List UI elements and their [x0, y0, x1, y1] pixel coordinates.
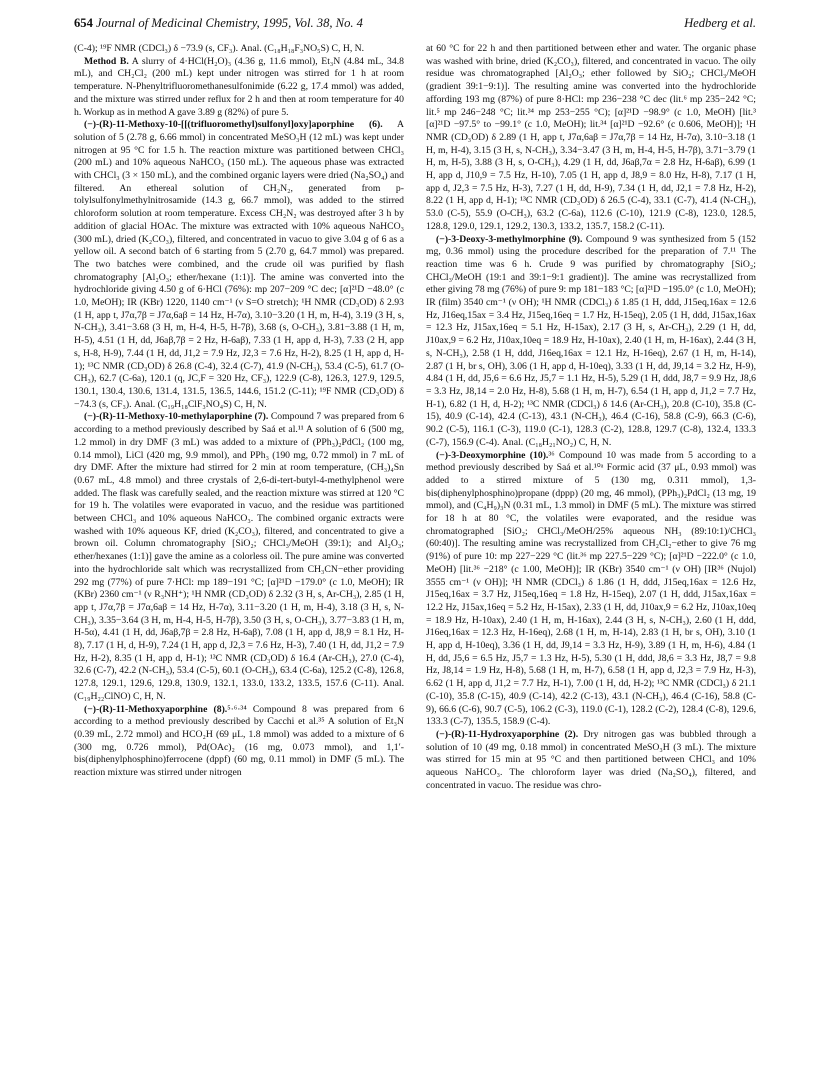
section-title: (−)-(R)-11-Hydroxyaporphine (2).	[436, 728, 579, 740]
paragraph-compound-7	[74, 411, 404, 703]
section-title: (−)-3-Deoxymorphine (10).	[436, 449, 549, 461]
section-body: ⁵·⁶·³⁴ Compound 8 was prepared from 6 according to a method previously described by Cacchi et al.³⁵ A solution of Et₃N (0.39 mL, 2.72 mmol) and HCO₂H (69 μL, 1.8 mmol) was added to a mixture of 6 (300 mg, 0.726 mmol), Pd(OAc)₂ (16 mg, 0.073 mmol), and 1,1′-bis(diphenylphosphino)ferrocene (dppf) (60 mg, 0.11 mmol) in DMF (5 mL). The reaction mixture was stirred under nitrogen	[74, 703, 404, 779]
section-title: (−)-(R)-11-Methoxy-10-methylaporphine (7).	[84, 411, 269, 423]
section-title: (−)-3-Deoxy-3-methylmorphine (9).	[436, 233, 583, 245]
section-body: ³⁶ Compound 10 was made from 5 according to a method previously described by Saá et al.¹⁰ᵃ Formic acid (37 μL, 0.93 mmol) was added to a stirred mixture of 5 (130 mg, 0.311 mmol), 1,3-bis(diphenylphosphino)propane (dppp) (20 mg, 46 mmol), (PPh₃)₂PdCl₂ (13 mg, 19 mmol), and (C₄H₉)₃N (0.31 mL, 1.3 mmol) in DMF (5 mL). The mixture was stirred for 18 h at 80 °C, the volatiles were evaporated, and the residue was chromatographed [SiO₂; CHCl₃/MeOH/25% aqueous NH₃ (89:10:1)/CHCl₃ (60:40)]. The resulting amine was recrystallized from CH₂Cl₂−ether to give 76 mg (91%) of pure 10: mp 227−229 °C (lit.³⁶ mp 227.5−229 °C); [α]²¹D −222.0° (c 1.0, MeOH) [lit.³⁶ −218° (c 1.00, MeOH)]; IR (KBr) 3540 cm⁻¹ (ν OH) [IR³⁶ (Nujol) 3555 cm⁻¹ (ν OH)]; ¹H NMR (CDCl₃) δ 1.86 (1 H, ddd, J15eq,16ax = 12.6 Hz, J15eq,16ax = 3.7 Hz, J15eq,16eq = 1.8 Hz, H-15eq), 2.07 (1 H, ddd, J15ax,16ax = 12.2 Hz, J15ax,16eq = 5.2 Hz, H-15ax), 2.33 (1 H, dd, J10ax,9 = 6.2 Hz, J10ax,10eq = 18.9 Hz, H-10ax), 2.40 (1 H, m, H-16ax), 2.44 (3 H, s, N-CH₃), 2.60 (1 H, ddd, J16eq,16ax = 12.3 Hz, H-16eq), 2.68 (1 H, m, H-14), 2.83 (1 H, br s, OH), 3.10 (1 H, app d, H-10eq), 3.36 (1 H, dd, J9,14 = 3.3 Hz, H-9), 3.89 (1 H, m, H-6), 4.84 (1 H, dd, J5,6 = 6.5 Hz, J5,7 = 1.3 Hz, H-5), 5.30 (1 H, ddd, J8,6 = 3.3 Hz, J8,7 = 9.8 Hz, J8,14 = 1.9 Hz, H-8), 5.68 (1 H, m, H-7), 6.58 (1 H, app d, J2,3 = 7.9 Hz, H-3), 6.62 (1 H, app d, J1,2 = 7.7 Hz, H-1), 7.00 (1 H, dd, H-2); ¹³C NMR (CDCl₃) δ 21.1 (C-10), 35.8 (C-15), 40.9 (C-14), 42.2 (C-13), 43.1 (N-CH₃), 46.4 (C-16), 58.8 (C-9), 66.6 (C-6), 90.7 (C-5), 106.2 (C-3), 119.0 (C-1), 128.2 (C-2), 128.4 (C-8), 129.6, 133.3 (C-7), 135.5, 158.9 (C-4).	[426, 449, 756, 728]
left-column	[74, 43, 404, 780]
section-title: (−)-(R)-11-Methoxyaporphine (8).	[84, 703, 228, 715]
section-title: (−)-(R)-11-Methoxy-10-[[(trifluoromethyl)sulfonyl]oxy]aporphine (6).	[84, 119, 383, 131]
page-number: 654	[74, 16, 93, 30]
paragraph-continuation: at 60 °C for 22 h and then partitioned between ether and water. The organic phase was washed with brine, dried (K₂CO₃), filtered, and concentrated in vacuo. The oily residue was chromatographed [Al₂O₃; ether followed by SiO₂; CHCl₃/MeOH (gradient 39:1−9:1)]. The resulting amine was converted into the hydrochloride affording 193 mg (87%) of pure 8·HCl: mp 236−238 °C dec (lit.⁶ mp 235−242 °C; lit.⁵ mp 246−248 °C; lit.³⁴ mp 253−255 °C); [α]²¹D −98.9° (c 1.0, MeOH) [lit.³ [α]²¹D −97.5° to −99.1° (c 1.0, MeOH); lit.³⁴ [α]²¹D −92.6° (c 0.606, MeOH)]; ¹H NMR (CD₃OD) δ 2.89 (1 H, app t, J7α,6aβ = J7α,7β = 14 Hz, H-7α), 3.10−3.18 (1 H, m, H-4), 3.15 (3 H, s, N-CH₃), 3.34−3.47 (3 H, m, H-4, H-5, H-7β), 3.71−3.79 (1 H, m, H-5), 3.88 (3 H, s, O-CH₃), 4.29 (1 H, dd, J6aβ,7α = 2.8 Hz, H-6aβ), 6.99 (1 H, app d, J10,9 = 7.5 Hz, H-10), 7.05 (1 H, app d, J8,9 = 8.0 Hz, H-8), 7.17 (1 H, app d, J2,3 = 7.5 Hz, H-3), 7.27 (1 H, dd, H-9), 7.34 (1 H, dd, J2,1 = 7.8 Hz, H-2), 8.22 (1 H, app d, H-1); ¹³C NMR (CD₃OD) δ 26.5 (C-4), 33.1 (C-7), 41.4 (N-CH₃), 53.0 (C-5), 55.9 (O-CH₃), 63.2 (C-6a), 112.6 (C-10), 121.9 (C-8), 123.0, 128.5, 128.8, 129.0, 129.1, 129.2, 130.3, 133.2, 135.7, 158.2 (C-11).	[426, 43, 756, 232]
right-column	[426, 43, 756, 792]
paragraph-method-b	[74, 56, 404, 120]
section-body: A slurry of 4·HCl(H₂O)₃ (4.36 g, 11.6 mmol), Et₃N (4.84 mL, 34.8 mL), and CH₂Cl₂ (200 mL) kept under nitrogen was stirred for 1 h at room temperature. N-Phenyltrifluoromethanesulfonimide (6.22 g, 17.4 mmol) was added, and the mixture was stirred under reflux for 2 h and then at room temperature for 40 h. Workup as in method A gave 3.89 g (82%) of pure 5.	[74, 55, 405, 118]
paragraph-compound-9	[426, 234, 756, 450]
section-body: Compound 7 was prepared from 6 according to a method previously described by Saá et al.¹¹ A solution of 6 (500 mg, 1.2 mmol) in dry DMF (3 mL) was added to a mixture of (PPh₃)₂PdCl₂ (100 mg, 0.14 mmol), LiCl (420 mg, 9.9 mmol), and PPh₃ (190 mg, 0.72 mmol) in 7 mL of dry DMF. After the mixture had stirred for 2 min at room temperature, (CH₃)₄Sn (0.67 mL, 4.8 mmol) and three crystals of 2,6-di-tert-butyl-4-methylphenol were added. The flask was carefully sealed, and the reaction mixture was stirred at 120 °C for 19 h. The volatiles were evaporated in vacuo, and the residue was partitioned between CHCl₃ and 10% aqueous NaHCO₃. The combined organic extracts were washed with 10% aqueous KF, dried (K₂CO₃), filtered, and concentrated to give a brown oil. Column chromatography [SiO₂; CHCl₃/MeOH (39:1); and Al₂O₃; ether/hexanes (1:1)] gave the amine as a colorless oil. The pure amine was converted into the hydrochloride salt which was recrystallized from CH₃CN−ether providing 292 mg (77%) of pure 7·HCl: mp 189−191 °C; [α]²¹D −179.0° (c 1.0, MeOH); IR (KBr) 2360 cm⁻¹ (ν R₃NH⁺); ¹H NMR (CD₃OD) δ 2.32 (3 H, s, Ar-CH₃), 2.85 (1 H, app t, J7α,7β = J7α,6aβ = 14 Hz, H-7α), 3.11−3.20 (1 H, m, H-4), 3.18 (3 H, s, N-CH₃), 3.35−3.64 (3 H, m, H-4, H-5, H-7β), 3.50 (3 H, s, O-CH₃), 3.77−3.83 (1 H, m, H-5α), 4.41 (1 H, dd, J6aβ,7β = 2.8 Hz, H-6aβ), 7.08 (1 H, app d, J8,9 = 8.1 Hz, H-8), 7.17 (1 H, d, H-9), 7.24 (1 H, app d, J2,3 = 7.6 Hz, H-3), 7.40 (1 H, dd, J1,2 = 7.9 Hz, H-2), 8.35 (1 H, app d, H-1); ¹³C NMR (CD₃OD) δ 16.4 (Ar-CH₃), 27.0 (C-4), 32.6 (C-7), 42.2 (N-CH₃), 53.4 (C-5), 60.1 (O-CH₃), 63.4 (C-6a), 125.2 (C-8), 126.8, 127.8, 129.1, 129.6, 129.8, 130.9, 132.1, 133.0, 133.2, 133.5, 157.6 (C-11). Anal. (C₁₉H₂₂ClNO) C, H, N.	[74, 411, 404, 702]
journal-name: Journal of Medicinal Chemistry,	[96, 16, 260, 30]
journal-volume: 1995, Vol. 38, No. 4	[262, 16, 363, 30]
paragraph-compound-2	[426, 729, 756, 793]
section-body: Compound 9 was synthesized from 5 (152 mg, 0.36 mmol) using the procedure described for the preparation of 7.¹¹ The reaction time was 6 h. Crude 9 was purified by chromatography [SiO₂; CHCl₃/MeOH (19:1 and 39:1−9:1 gradient)]. The amine was recrystallized from ether giving 78 mg (76%) of pure 9: mp 181−183 °C; [α]²¹D −195.0° (c 1.0, MeOH); IR (film) 3540 cm⁻¹ (ν OH); ¹H NMR (CDCl₃) δ 1.85 (1 H, ddd, J15eq,16ax = 12.6 Hz, J16eq,15ax = 3.4 Hz, J15eq,16eq = 1.7 Hz, H-15eq), 2.05 (1 H, ddd, J15ax,16ax = 12.3 Hz, J15ax,16eq = 5.1 Hz, H-15ax), 2.17 (3 H, s, Ar-CH₃), 2.29 (1 H, dd, J10ax,9 = 6.2 Hz, J10ax,10eq = 18.9 Hz, H-10ax), 2.40 (1 H, m, H-16ax), 2.44 (3 H, s, N-CH₃), 2.58 (1 H, ddd, J16eq,16ax = 12.1 Hz, H-16eq), 2.67 (1 H, m, H-14), 2.87 (1 H, br s, OH), 3.06 (1 H, app d, H-10eq), 3.33 (1 H, dd, J9,14 = 3.2 Hz, H-9), 4.84 (1 H, dd, J5,6 = 6.6 Hz, J5,7 = 1.1 Hz, H-5), 5.29 (1 H, ddd, J8,7 = 9.9 Hz, J8,6 = 3.3 Hz, J8,14 = 2.0 Hz, H-8), 5.68 (1 H, m, H-7), 6.54 (1 H, app d, J1,2 = 7.7 Hz, H-1), 6.82 (1 H, d, H-2); ¹³C NMR (CDCl₃) δ 14.6 (Ar-CH₃), 20.8 (C-10), 35.8 (C-15), 40.9 (C-14), 42.4 (C-13), 43.1 (N-CH₃), 46.4 (C-16), 58.8 (C-9), 66.3 (C-6), 90.2 (C-5), 116.1 (C-3), 119.0 (C-1), 128.3 (C-2), 128.8, 129.7 (C-8), 132.4, 133.3 (C-7), 156.9 (C-4). Anal. (C₁₈H₂₁NO₂) C, H, N.	[426, 233, 756, 448]
paragraph-compound-8	[74, 704, 404, 780]
section-body: Dry nitrogen gas was bubbled through a solution of 10 (49 mg, 0.18 mmol) in concentrated MeSO₃H (3 mL). The mixture was stirred for 15 min at 95 °C and then partitioned between CHCl₃ and 10% aqueous NaHCO₃. The chloroform layer was dried (Na₂SO₄), filtered, and concentrated in vacuo. The residue was chro-	[426, 728, 756, 791]
section-body: A solution of 5 (2.78 g, 6.66 mmol) in concentrated MeSO₃H (12 mL) was kept under nitrogen at 95 °C for 1.5 h. The reaction mixture was partitioned between CHCl₃ (200 mL) and 10% aqueous NaHCO₃ (150 mL). The aqueous phase was extracted with CHCl₃ (3 × 150 mL), and the combined organic layers were dried (Na₂SO₄) and filtered. An ethereal solution of CH₂N₂, generated from p-tolylsulfonylmethylnitrosamide (14.3 g, 66.7 mmol), was added to the stirred chloroform solution at room temperature. Excess CH₂N₂ was destroyed after 3 h by addition of glacial HOAc. The mixture was extracted with 10% aqueous NaHCO₃ (300 mL), dried (K₂CO₃), filtered, and concentrated in vacuo to give 3.04 g of 6 as a yellow oil. A second batch of 6 starting from 5 (2.70 g, 64.7 mmol) was prepared. The two batches were combined, and the crude oil was purified by flash chromatography [Al₂O₃; ether/hexane (1:1)]. The amine was converted into the hydrochloride giving 4.50 g of 6·HCl (76%): mp 207−209 °C dec; [α]²¹D −48.0° (c 1.0, MeOH); IR (KBr) 1220, 1140 cm⁻¹ (ν S=O stretch); ¹H NMR (CD₃OD) δ 2.93 (1 H, app t, J7α,7β = J7α,6aβ = 14 Hz, H-7α), 3.10−3.20 (1 H, m, H-4), 3.19 (3 H, s, N-CH₃), 3.41−3.68 (3 H, m, H-4, H-5, H-7β), 3.68 (s, O-CH₃), 3.81−3.88 (1 H, m, H-5), 4.51 (1 H, dd, J6aβ,7β = 2 Hz, H-6aβ), 7.33 (1 H, app d, H-3), 7.33 (2 H, app s, H-8, H-9), 7.44 (1 H, dd, J1,2 = 7.9 Hz, J2,3 = 7.6 Hz, H-2), 8.25 (1 H, app d, H-1); ¹³C NMR (CD₃OD) δ 26.8 (C-4), 32.4 (C-7), 41.9 (N-CH₃), 53.4 (C-5), 61.7 (O-CH₃), 62.7 (C-6a), 120.1 (q, JC,F = 320 Hz, CF₃), 122.9 (C-8), 126.3, 127.9, 129.5, 130.1, 130.4, 130.6, 131.4, 131.5, 136.5, 144.6, 151.2 (C-11); ¹⁹F NMR (CD₃OD) δ −74.3 (s, CF₃). Anal. (C₁₉H₁₈ClF₃NO₄S) C, H, N.	[74, 119, 405, 410]
section-title: Method B.	[84, 55, 129, 67]
paragraph-compound-6	[74, 119, 404, 411]
header-authors: Hedberg et al.	[684, 16, 756, 30]
header-left	[74, 16, 363, 31]
running-header	[74, 16, 756, 32]
paragraph-continuation: (C-4); ¹⁹F NMR (CDCl₃) δ −73.9 (s, CF₃). Anal. (C₁₈H₁₈F₃NO₅S) C, H, N.	[74, 43, 365, 54]
paragraph-compound-10	[426, 450, 756, 729]
